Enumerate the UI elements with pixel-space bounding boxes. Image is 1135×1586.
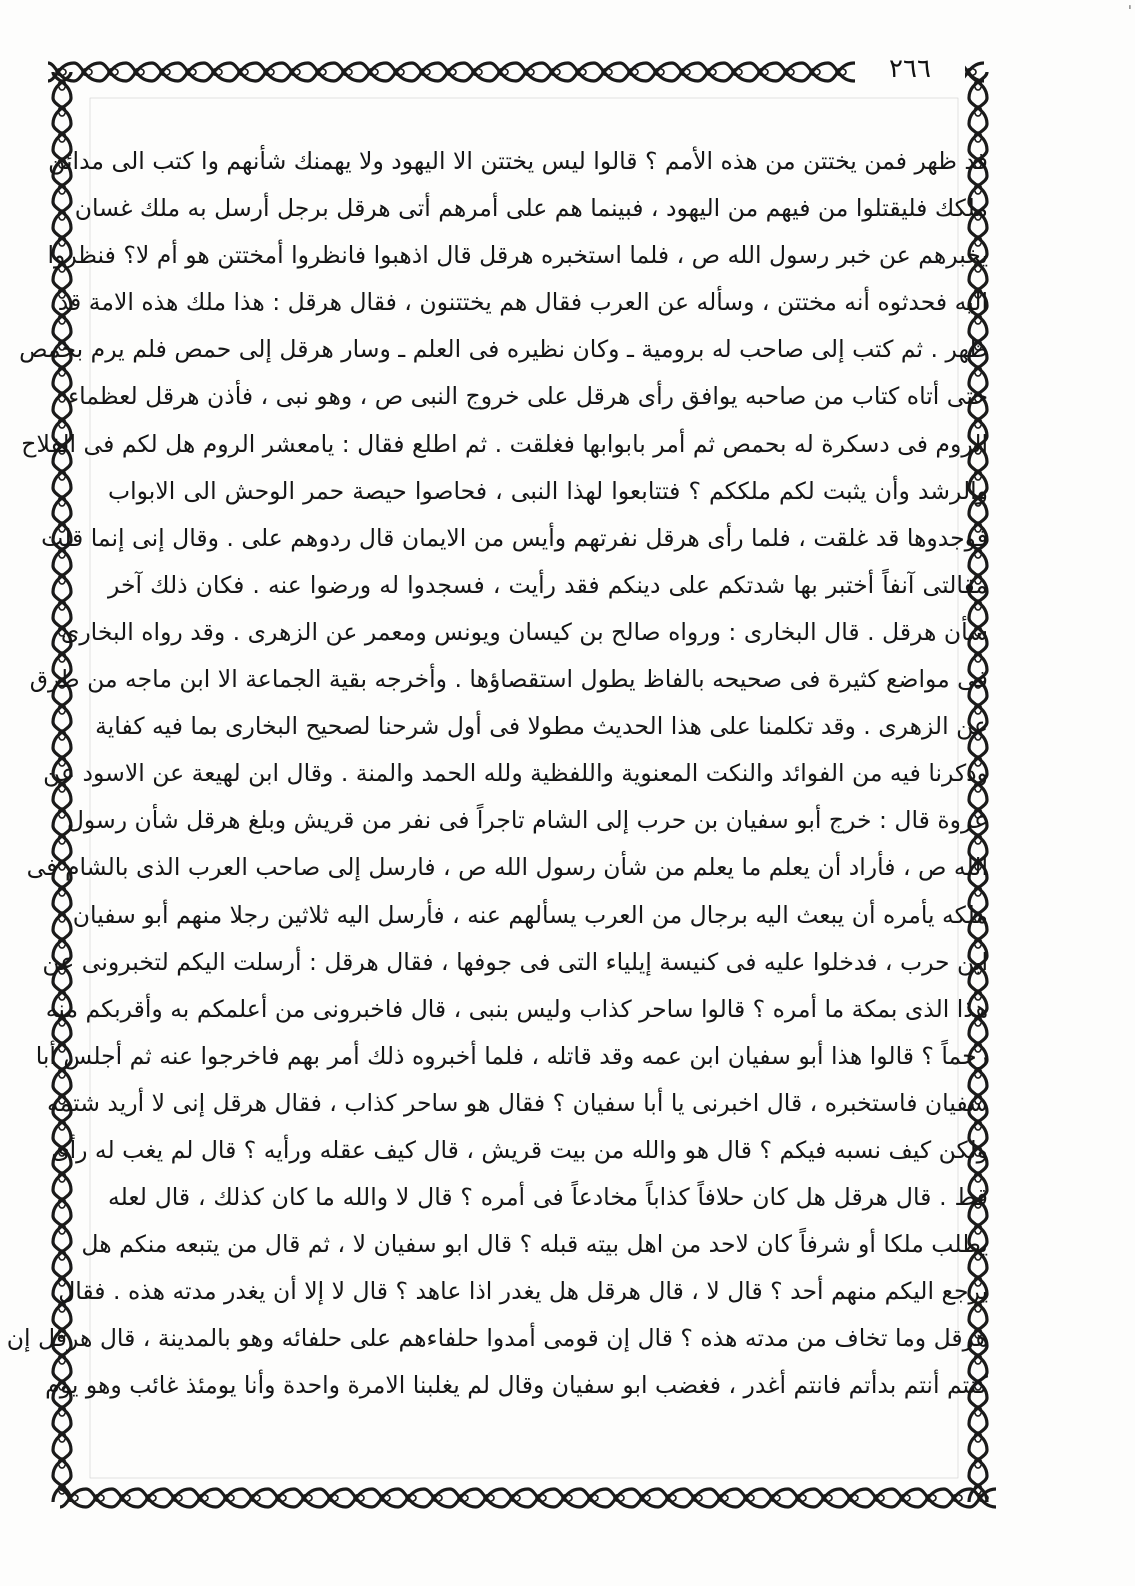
text-line: الله ص ، فأراد أن يعلم ما يعلم من شأن رسول الله ص ، فارسل إلى صاحب العرب الذى بالشام فى (26, 853, 988, 882)
text-line: فى مواضع كثيرة فى صحيحه بالفاظ يطول استقصاؤها . وأخرجه بقية الجماعة الا ابن ماجه من طرق (29, 665, 988, 694)
body-text (6, 138, 988, 1410)
text-line: ابن حرب ، فدخلوا عليه فى كنيسة إيلياء التى فى جوفها ، فقال هرقل : أرسلت اليكم لتخبرونى عن (42, 947, 988, 976)
text-line: والرشد وأن يثبت لكم ملككم ؟ فتتابعوا لهذا النبى ، فحاصوا حيصة حمر الوحش الى الابواب (108, 476, 988, 505)
text-line: هذا الذى بمكة ما أمره ؟ قالوا ساحر كذاب وليس بنبى ، قال فاخبرونى من أعلمكم به وأقربكم منه (45, 994, 988, 1023)
text-line: ولكن كيف نسبه فيكم ؟ قال هو والله من بيت قريش ، قال كيف عقله ورأيه ؟ قال لم يغب له رأى (51, 1135, 988, 1164)
margin-tick: ˈ (1128, 4, 1132, 20)
text-line: اليه فحدثوه أنه مختتن ، وسأله عن العرب فقال هم يختتنون ، فقال هرقل : هذا ملك هذه الامة قد (57, 288, 988, 317)
text-line: حتى أتاه كتاب من صاحبه يوافق رأى هرقل على خروج النبى ص ، وهو نبى ، فأذن هرقل لعظماء (68, 382, 988, 411)
page-number: ٢٦٦ (855, 52, 965, 86)
text-line: يرجع اليكم منهم أحد ؟ قال لا ، قال هرقل هل يغدر اذا عاهد ؟ قال لا إلا أن يغدر مدته هذه . فقال (58, 1277, 988, 1306)
text-line: شأن هرقل . قال البخارى : ورواه صالح بن كيسان ويونس ومعمر عن الزهرى . وقد رواه البخارى (60, 617, 988, 646)
text-line: ملكك فليقتلوا من فيهم من اليهود ، فبينما هم على أمرهم أتى هرقل برجل أرسل به ملك غسان (74, 194, 988, 223)
text-line: ظهر . ثم كتب إلى صاحب له برومية ـ وكان نظيره فى العلم ـ وسار هرقل إلى حمص فلم يرم بحمص (19, 335, 988, 364)
text-line: عن الزهرى . وقد تكلمنا على هذا الحديث مطولا فى أول شرحنا لصحيح البخارى بما فيه كفاية (95, 712, 988, 741)
text-line: فوجدوها قد غلقت ، فلما رأى هرقل نفرتهم وأيس من الايمان قال ردوهم على . وقال إنى إنما قلت (41, 523, 988, 552)
text-line: رحماً ؟ قالوا هذا أبو سفيان ابن عمه وقد قاتله ، فلما أخبروه ذلك أمر بهم فاخرجوا عنه ثم أجلس أبا (35, 1041, 988, 1070)
text-line: هرقل وما تخاف من مدته هذه ؟ قال إن قومى أمدوا حلفاءهم على حلفائه وهو بالمدينة ، قال هرقل إن (6, 1324, 988, 1353)
text-line: كنتم أنتم بدأتم فانتم أغدر ، فغضب ابو سفيان وقال لم يغلبنا الامرة واحدة وأنا يومئذ غائب وهو يوم (45, 1371, 988, 1400)
text-line: يخبرهم عن خبر رسول الله ص ، فلما استخبره هرقل قال اذهبوا فانظروا أمختتن هو أم لا؟ فنظروا (47, 241, 988, 270)
text-line: قد ظهر فمن يختتن من هذه الأمم ؟ قالوا ليس يختتن الا اليهود ولا يهمنك شأنهم وا كتب الى مدائن (48, 147, 988, 175)
text-line: سفيان فاستخبره ، قال اخبرنى يا أبا سفيان ؟ فقال هو ساحر كذاب ، فقال هرقل إنى لا أريد شتمه (46, 1088, 988, 1117)
text-line: عروة قال : خرج أبو سفيان بن حرب إلى الشام تاجراً فى نفر من قريش وبلغ هرقل شأن رسول (66, 806, 988, 835)
text-line: وذكرنا فيه من الفوائد والنكت المعنوية واللفظية ولله الحمد والمنة . وقال ابن لهيعة عن الاسود عن (43, 759, 988, 788)
text-line: مقالتى آنفاً أختبر بها شدتكم على دينكم فقد رأيت ، فسجدوا له ورضوا عنه . فكان ذلك آخر (108, 570, 988, 599)
text-line: يطلب ملكا أو شرفاً كان لاحد من اهل بيته قبله ؟ قال ابو سفيان لا ، ثم قال من يتبعه منكم هل (81, 1230, 988, 1259)
text-line: قط . قال هرقل هل كان حلافاً كذاباً مخادعاً فى أمره ؟ قال لا والله ما كان كذلك ، قال لعله (108, 1183, 988, 1212)
text-line: الروم فى دسكرة له بحمص ثم أمر بابوابها فغلقت . ثم اطلع فقال : يامعشر الروم هل لكم فى الفلاح (21, 429, 988, 458)
text-line: ملكه يأمره أن يبعث اليه برجال من العرب يسألهم عنه ، فأرسل اليه ثلاثين رجلا منهم أبو سفيان (72, 900, 988, 929)
